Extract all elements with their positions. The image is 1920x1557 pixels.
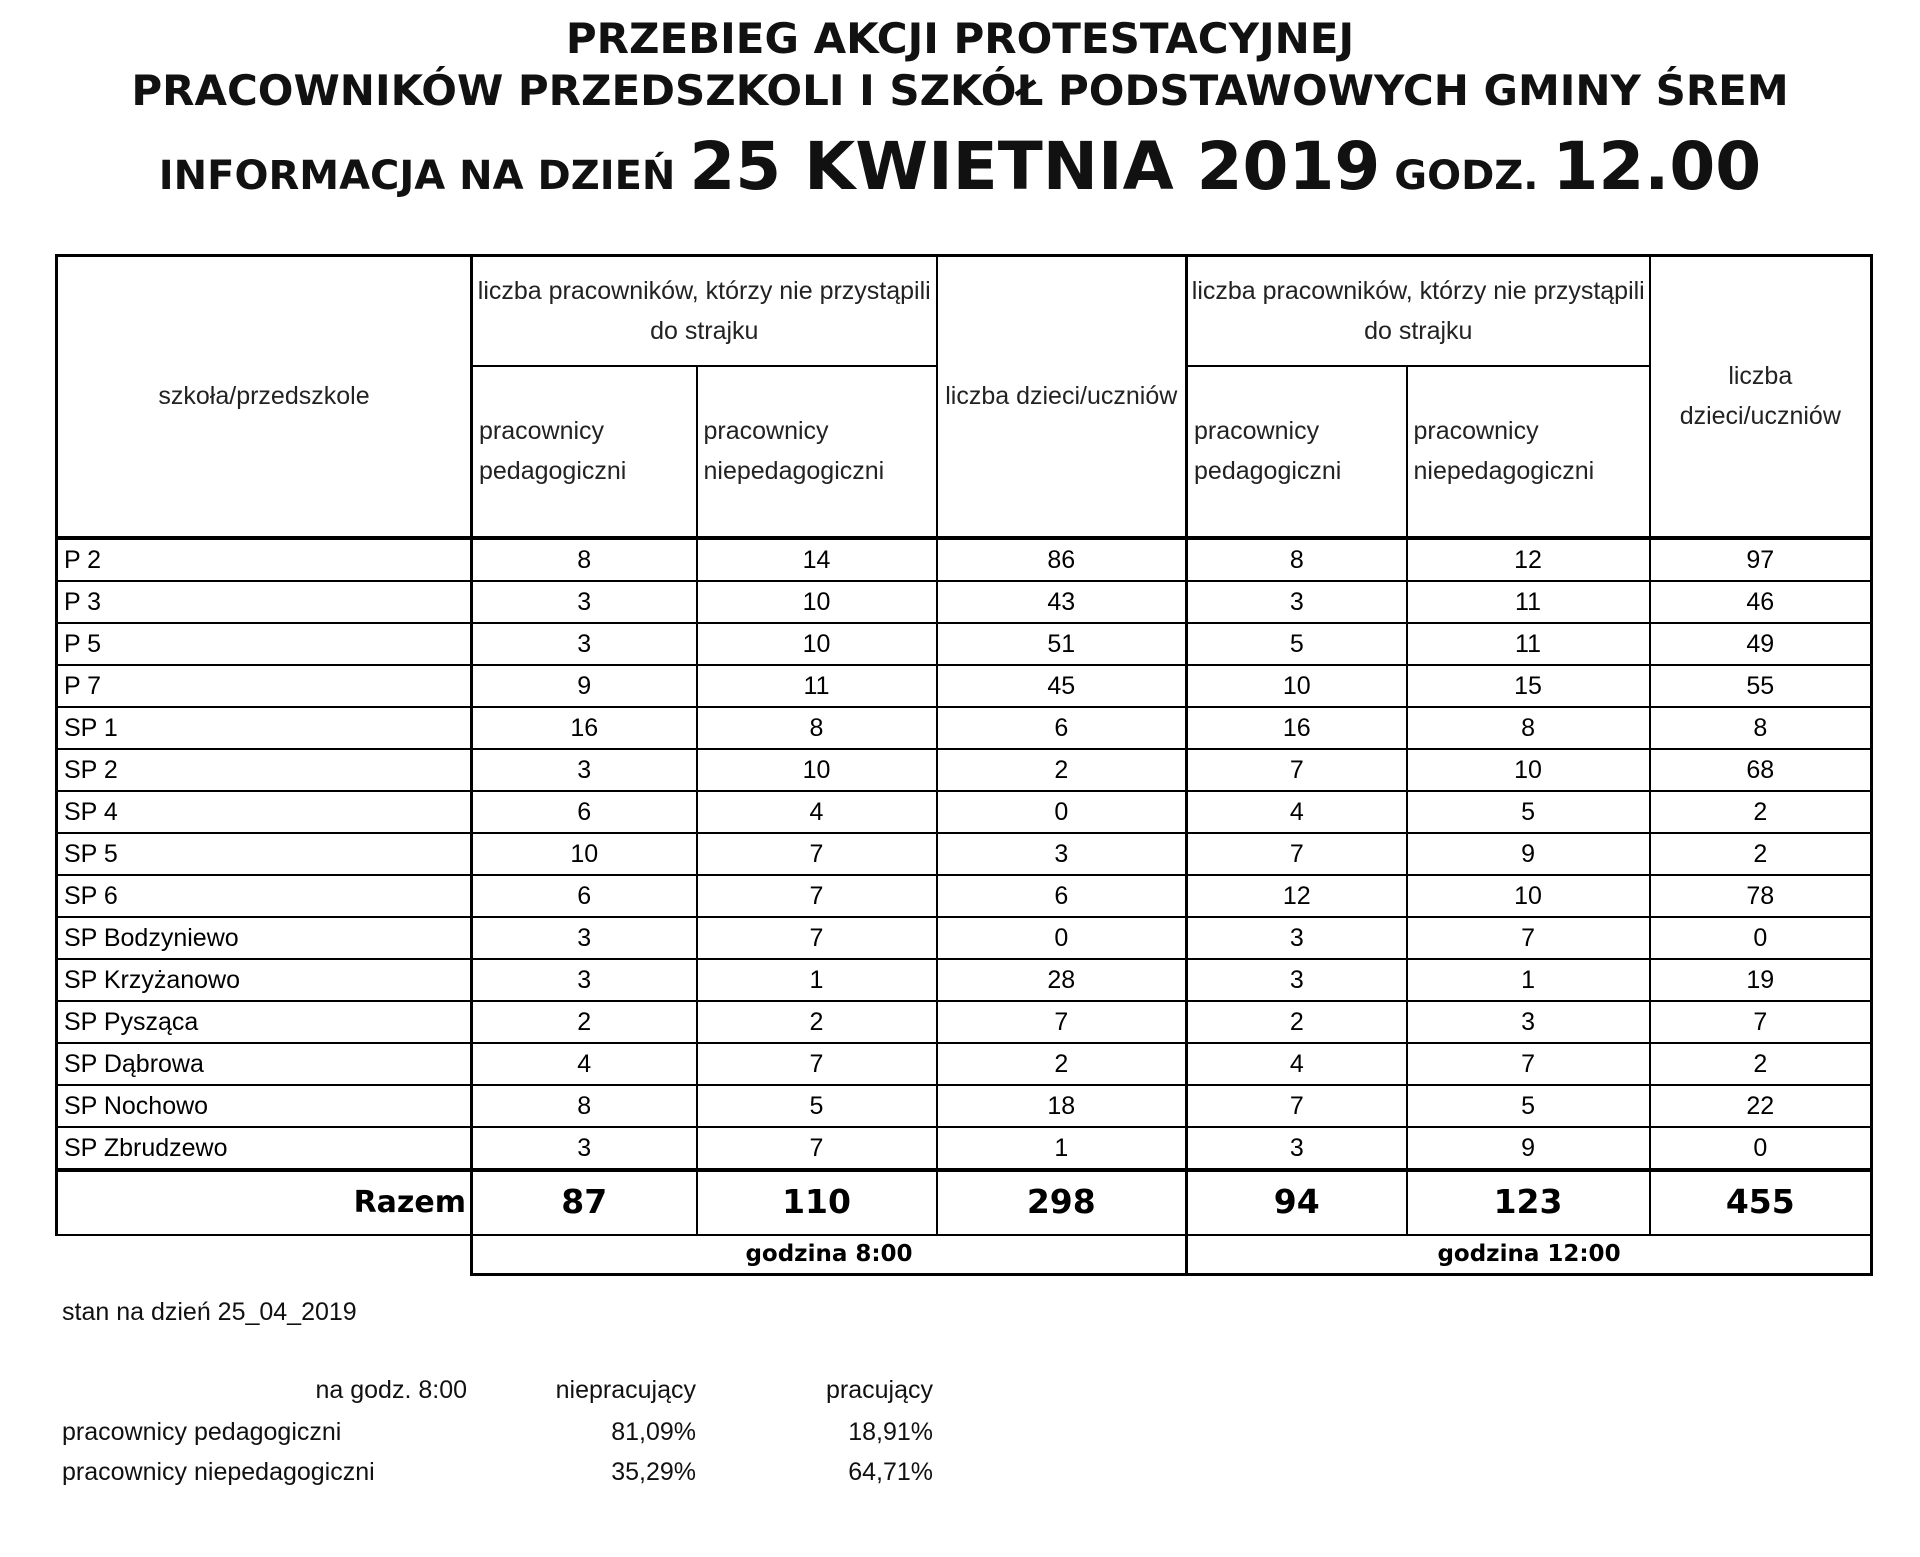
cell-children-12: 46 xyxy=(1650,581,1872,623)
cell-children-12: 97 xyxy=(1650,538,1872,581)
cell-children-12: 0 xyxy=(1650,1127,1872,1170)
cell-children-12: 8 xyxy=(1650,707,1872,749)
cell-nonped-8: 7 xyxy=(697,875,937,917)
summary-row-label: pracownicy niepedagogiczni xyxy=(62,1458,375,1486)
table-row xyxy=(57,1085,1872,1127)
table-row xyxy=(57,749,1872,791)
cell-ped-8: 3 xyxy=(472,1127,697,1170)
school-name: P 3 xyxy=(57,581,472,623)
cell-ped-8: 3 xyxy=(472,623,697,665)
cell-children-12: 7 xyxy=(1650,1001,1872,1043)
cell-children-8: 1 xyxy=(937,1127,1187,1170)
cell-ped-12: 12 xyxy=(1187,875,1407,917)
cell-ped-12: 7 xyxy=(1187,749,1407,791)
school-name: SP Krzyżanowo xyxy=(57,959,472,1001)
cell-children-12: 68 xyxy=(1650,749,1872,791)
cell-children-8: 0 xyxy=(937,917,1187,959)
cell-nonped-8: 5 xyxy=(697,1085,937,1127)
cell-ped-8: 10 xyxy=(472,833,697,875)
cell-nonped-8: 10 xyxy=(697,581,937,623)
cell-ped-8: 16 xyxy=(472,707,697,749)
cell-nonped-8: 7 xyxy=(697,833,937,875)
school-name: SP 1 xyxy=(57,707,472,749)
cell-nonped-12: 12 xyxy=(1407,538,1650,581)
cell-nonped-12: 5 xyxy=(1407,1085,1650,1127)
cell-ped-12: 3 xyxy=(1187,917,1407,959)
cell-children-8: 43 xyxy=(937,581,1187,623)
cell-children-8: 6 xyxy=(937,707,1187,749)
cell-nonped-8: 7 xyxy=(697,1127,937,1170)
header-school: szkoła/przedszkole xyxy=(57,256,472,538)
table-row xyxy=(57,1127,1872,1170)
cell-nonped-12: 9 xyxy=(1407,1127,1650,1170)
total-children-12: 455 xyxy=(1650,1170,1872,1235)
cell-ped-12: 3 xyxy=(1187,581,1407,623)
cell-nonped-12: 10 xyxy=(1407,875,1650,917)
cell-ped-12: 2 xyxy=(1187,1001,1407,1043)
title-hour-label: GODZ. xyxy=(1394,153,1539,199)
cell-ped-12: 7 xyxy=(1187,1085,1407,1127)
title-info-label: INFORMACJA NA DZIEŃ xyxy=(158,153,676,199)
cell-children-12: 2 xyxy=(1650,791,1872,833)
cell-nonped-8: 7 xyxy=(697,1043,937,1085)
cell-nonped-12: 15 xyxy=(1407,665,1650,707)
total-nonped-8: 110 xyxy=(697,1170,937,1235)
school-name: SP 4 xyxy=(57,791,472,833)
table-row xyxy=(57,791,1872,833)
cell-ped-8: 2 xyxy=(472,1001,697,1043)
summary-hour-label: na godz. 8:00 xyxy=(315,1376,467,1404)
summary-row-working: 64,71% xyxy=(848,1458,933,1486)
cell-children-12: 49 xyxy=(1650,623,1872,665)
table-row xyxy=(57,1043,1872,1085)
cell-ped-8: 6 xyxy=(472,875,697,917)
total-ped-12: 94 xyxy=(1187,1170,1407,1235)
table-row xyxy=(57,875,1872,917)
cell-nonped-12: 5 xyxy=(1407,791,1650,833)
school-name: SP Pysząca xyxy=(57,1001,472,1043)
header-children-8: liczba dzieci/uczniów xyxy=(937,256,1187,538)
total-label: Razem xyxy=(57,1170,472,1235)
cell-ped-12: 3 xyxy=(1187,959,1407,1001)
footer-hour-8: godzina 8:00 xyxy=(472,1235,1187,1275)
table-row xyxy=(57,707,1872,749)
cell-ped-8: 9 xyxy=(472,665,697,707)
table-row xyxy=(57,959,1872,1001)
cell-ped-8: 3 xyxy=(472,749,697,791)
cell-ped-12: 3 xyxy=(1187,1127,1407,1170)
cell-children-12: 0 xyxy=(1650,917,1872,959)
table-row xyxy=(57,665,1872,707)
cell-nonped-8: 7 xyxy=(697,917,937,959)
school-name: SP 6 xyxy=(57,875,472,917)
header-children-12: liczba dzieci/uczniów xyxy=(1650,256,1872,538)
cell-ped-8: 8 xyxy=(472,538,697,581)
cell-ped-12: 16 xyxy=(1187,707,1407,749)
school-name: SP Nochowo xyxy=(57,1085,472,1127)
cell-nonped-12: 1 xyxy=(1407,959,1650,1001)
summary-row-working: 18,91% xyxy=(848,1418,933,1446)
cell-nonped-12: 7 xyxy=(1407,917,1650,959)
cell-children-8: 3 xyxy=(937,833,1187,875)
school-name: SP Zbrudzewo xyxy=(57,1127,472,1170)
cell-nonped-12: 10 xyxy=(1407,749,1650,791)
cell-children-8: 51 xyxy=(937,623,1187,665)
cell-children-12: 22 xyxy=(1650,1085,1872,1127)
header-nonped-8: pracownicy niepedagogiczni xyxy=(697,366,937,538)
cell-ped-12: 10 xyxy=(1187,665,1407,707)
cell-nonped-12: 11 xyxy=(1407,623,1650,665)
header-nonped-12: pracownicy niepedagogiczni xyxy=(1407,366,1650,538)
cell-ped-12: 4 xyxy=(1187,791,1407,833)
cell-nonped-8: 14 xyxy=(697,538,937,581)
school-name: SP Dąbrowa xyxy=(57,1043,472,1085)
table-row xyxy=(57,1001,1872,1043)
title-date: 25 KWIETNIA 2019 xyxy=(689,128,1381,205)
cell-nonped-8: 8 xyxy=(697,707,937,749)
footer-hour-12: godzina 12:00 xyxy=(1187,1235,1872,1275)
cell-children-8: 0 xyxy=(937,791,1187,833)
cell-children-8: 6 xyxy=(937,875,1187,917)
school-name: SP Bodzyniewo xyxy=(57,917,472,959)
cell-children-12: 55 xyxy=(1650,665,1872,707)
cell-ped-12: 4 xyxy=(1187,1043,1407,1085)
cell-ped-8: 3 xyxy=(472,917,697,959)
cell-nonped-8: 11 xyxy=(697,665,937,707)
cell-nonped-8: 4 xyxy=(697,791,937,833)
total-ped-8: 87 xyxy=(472,1170,697,1235)
cell-children-8: 86 xyxy=(937,538,1187,581)
cell-ped-8: 3 xyxy=(472,581,697,623)
cell-children-12: 2 xyxy=(1650,833,1872,875)
cell-nonped-8: 2 xyxy=(697,1001,937,1043)
header-ped-12: pracownicy pedagogiczni xyxy=(1187,366,1407,538)
cell-ped-8: 3 xyxy=(472,959,697,1001)
cell-children-8: 28 xyxy=(937,959,1187,1001)
summary-col-working: pracujący xyxy=(826,1376,933,1404)
cell-children-8: 7 xyxy=(937,1001,1187,1043)
school-name: P 5 xyxy=(57,623,472,665)
cell-children-8: 2 xyxy=(937,1043,1187,1085)
cell-ped-8: 4 xyxy=(472,1043,697,1085)
table-row xyxy=(57,917,1872,959)
summary-row-label: pracownicy pedagogiczni xyxy=(62,1418,342,1446)
total-row xyxy=(57,1170,1872,1235)
summary-col-notworking: niepracujący xyxy=(555,1376,696,1404)
header-ped-8: pracownicy pedagogiczni xyxy=(472,366,697,538)
school-name: P 7 xyxy=(57,665,472,707)
school-name: SP 2 xyxy=(57,749,472,791)
cell-ped-12: 8 xyxy=(1187,538,1407,581)
cell-nonped-8: 1 xyxy=(697,959,937,1001)
footer-spacer xyxy=(57,1235,472,1275)
title-line-1: PRZEBIEG AKCJI PROTESTACYJNEJ xyxy=(565,14,1355,63)
summary-row-notworking: 81,09% xyxy=(611,1418,696,1446)
total-nonped-12: 123 xyxy=(1407,1170,1650,1235)
cell-children-8: 18 xyxy=(937,1085,1187,1127)
strike-table xyxy=(55,254,1873,1276)
cell-nonped-12: 3 xyxy=(1407,1001,1650,1043)
school-name: P 2 xyxy=(57,538,472,581)
cell-children-8: 2 xyxy=(937,749,1187,791)
header-group-8: liczba pracowników, którzy nie przystąpili do strajku xyxy=(472,256,937,366)
title-line-3 xyxy=(0,128,1920,205)
cell-ped-8: 6 xyxy=(472,791,697,833)
total-children-8: 298 xyxy=(937,1170,1187,1235)
cell-nonped-12: 7 xyxy=(1407,1043,1650,1085)
table-row xyxy=(57,581,1872,623)
table-row xyxy=(57,623,1872,665)
header-group-12: liczba pracowników, którzy nie przystąpili do strajku xyxy=(1187,256,1650,366)
cell-nonped-12: 8 xyxy=(1407,707,1650,749)
cell-ped-8: 8 xyxy=(472,1085,697,1127)
school-name: SP 5 xyxy=(57,833,472,875)
table-row xyxy=(57,538,1872,581)
cell-children-12: 2 xyxy=(1650,1043,1872,1085)
title-hour: 12.00 xyxy=(1552,128,1762,205)
table-row xyxy=(57,833,1872,875)
cell-nonped-8: 10 xyxy=(697,623,937,665)
title-line-2: PRACOWNIKÓW PRZEDSZKOLI I SZKÓŁ PODSTAWOWYCH GMINY ŚREM xyxy=(131,66,1789,115)
cell-nonped-12: 11 xyxy=(1407,581,1650,623)
summary-row-notworking: 35,29% xyxy=(611,1458,696,1486)
cell-nonped-8: 10 xyxy=(697,749,937,791)
cell-ped-12: 5 xyxy=(1187,623,1407,665)
cell-children-12: 19 xyxy=(1650,959,1872,1001)
state-date: stan na dzień 25_04_2019 xyxy=(62,1298,357,1326)
cell-children-12: 78 xyxy=(1650,875,1872,917)
cell-nonped-12: 9 xyxy=(1407,833,1650,875)
cell-ped-12: 7 xyxy=(1187,833,1407,875)
cell-children-8: 45 xyxy=(937,665,1187,707)
